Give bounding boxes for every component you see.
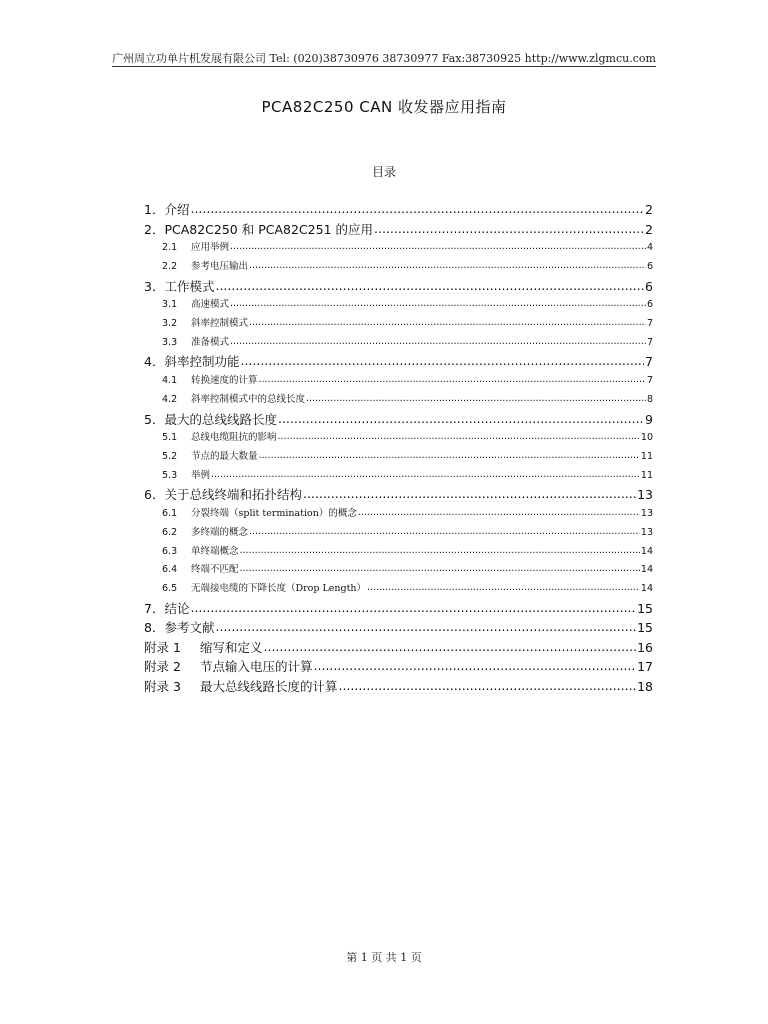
toc-entry-number: 5.3 [162, 469, 178, 481]
toc-entry-label: 工作模式 [164, 278, 215, 294]
toc-leader [367, 582, 640, 593]
toc-entry-label: 单终端概念 [191, 545, 239, 557]
toc-leader [240, 563, 640, 574]
toc-entry-label: 斜率控制模式 [191, 317, 249, 329]
toc-entry-label: 终端不匹配 [191, 564, 239, 576]
toc-entry-number: 6.2 [162, 526, 178, 538]
toc-entry-label: 节点的最大数量 [191, 450, 258, 462]
toc-entry-appendix-1[interactable] [144, 638, 653, 658]
toc-entry-3-1[interactable] [144, 296, 653, 315]
toc-entry-label: 转换速度的计算 [191, 374, 258, 386]
toc-leader [211, 469, 640, 480]
toc-entry-4-2[interactable] [144, 391, 653, 410]
toc-entry-label: 参考电压输出 [191, 260, 249, 272]
toc-entry-number: 5． [144, 411, 165, 427]
toc-entry-page: 7 [646, 336, 653, 348]
toc-leader [314, 658, 637, 673]
toc-entry-number: 1． [144, 202, 165, 217]
toc-entry-number: 6.5 [162, 583, 178, 595]
toc-entry-page: 7 [645, 354, 653, 370]
toc-leader [358, 507, 640, 518]
toc-entry-number: 3.1 [162, 299, 178, 311]
toc-entry-number: 2． [144, 221, 165, 237]
toc-leader [339, 678, 637, 693]
toc-entry-label: 准备模式 [191, 336, 230, 348]
toc-entry-label: 介绍 [164, 202, 190, 217]
page-header: 广州周立功单片机发展有限公司 Tel: (020)38730976 38730977 Fax:38730925 http://www.zlgmcu.com [112, 52, 656, 65]
toc-leader [240, 353, 644, 368]
toc-leader [249, 317, 646, 328]
toc-leader [259, 374, 646, 385]
toc-entry-6-2[interactable] [144, 524, 653, 543]
toc-entry-3[interactable] [144, 277, 653, 297]
toc-entry-5[interactable] [144, 410, 653, 430]
header-rule [112, 66, 656, 67]
toc-entry-appendix-3[interactable] [144, 677, 653, 697]
toc-leader [240, 545, 640, 556]
toc-entry-page: 4 [646, 242, 653, 253]
toc-entry-number: 4.2 [162, 393, 178, 405]
toc-entry-label: 斜率控制模式中的总线长度 [191, 393, 306, 405]
toc-entry-page: 10 [640, 432, 653, 444]
toc-entry-label: 无端接电缆的下降长度（Drop Length） [191, 583, 367, 595]
toc-entry-page: 18 [637, 678, 653, 694]
toc-leader [190, 201, 644, 216]
toc-entry-6-5[interactable] [144, 580, 653, 599]
toc-entry-label: 举例 [191, 469, 211, 481]
toc-entry-label: 缩写和定义 [200, 639, 263, 655]
toc-entry-page: 15 [637, 600, 653, 616]
toc-leader [249, 260, 646, 271]
toc-entry-page: 13 [637, 487, 653, 503]
toc-entry-2-2[interactable] [144, 258, 653, 277]
toc-entry-page: 2 [645, 202, 653, 217]
toc-entry-label: 结论 [164, 600, 190, 616]
toc-entry-label: 斜率控制功能 [164, 354, 240, 370]
toc-entry-5-2[interactable] [144, 448, 653, 467]
toc-leader [230, 241, 646, 252]
toc-entry-5-1[interactable] [144, 429, 653, 448]
toc-entry-page: 14 [640, 583, 653, 595]
toc-entry-number: 3.2 [162, 317, 178, 329]
toc-entry-6-3[interactable] [144, 543, 653, 562]
toc-entry-label: 多终端的概念 [191, 526, 249, 538]
toc-entry-page: 14 [640, 545, 653, 557]
toc-heading: 目录 [371, 165, 396, 179]
toc-entry-7[interactable] [144, 599, 653, 619]
toc-entry-page: 9 [645, 411, 653, 427]
toc-entry-page: 17 [637, 659, 653, 675]
toc-leader [230, 298, 646, 309]
toc-entry-5-3[interactable] [144, 467, 653, 486]
toc-entry-number: 4.1 [162, 374, 178, 386]
toc-entry-number: 5.2 [162, 450, 178, 462]
toc-entry-number: 附录 2 [144, 659, 181, 675]
toc-entry-page: 6 [646, 299, 653, 311]
toc-entry-page: 8 [646, 393, 653, 405]
toc-entry-2-1[interactable] [144, 239, 653, 258]
toc-entry-6-4[interactable] [144, 561, 653, 580]
toc-entry-label: 高速模式 [191, 299, 230, 311]
toc-entry-number: 附录 3 [144, 678, 181, 694]
table-of-contents [144, 200, 653, 696]
toc-entry-label: 节点输入电压的计算 [200, 659, 313, 675]
toc-entry-number: 4． [144, 354, 165, 370]
toc-entry-page: 13 [640, 526, 653, 538]
toc-entry-1[interactable] [144, 200, 653, 220]
toc-entry-number: 2.1 [162, 242, 178, 253]
toc-leader [215, 619, 636, 634]
toc-entry-number: 7． [144, 600, 165, 616]
toc-entry-page: 6 [645, 278, 653, 294]
document-title: PCA82C250 CAN 收发器应用指南 [261, 98, 507, 116]
toc-entry-label: 应用举例 [191, 242, 230, 253]
toc-entry-label: 总线电缆阻抗的影响 [191, 432, 277, 444]
toc-entry-page: 7 [646, 374, 653, 386]
toc-entry-label: 最大的总线线路长度 [164, 411, 277, 427]
toc-entry-4[interactable] [144, 352, 653, 372]
toc-leader [306, 393, 646, 404]
toc-leader [249, 526, 640, 537]
toc-entry-number: 6.3 [162, 545, 178, 557]
toc-leader [230, 336, 646, 347]
page-footer: 第 1 页 共 1 页 [346, 951, 422, 964]
toc-entry-number: 附录 1 [144, 639, 181, 655]
toc-entry-number: 8． [144, 620, 165, 636]
toc-entry-4-1[interactable] [144, 372, 653, 391]
toc-entry-label: 分裂终端（split termination）的概念 [191, 507, 357, 519]
toc-leader [215, 278, 644, 293]
toc-entry-label: PCA82C250 和 PCA82C251 的应用 [164, 221, 373, 237]
toc-entry-number: 5.1 [162, 432, 178, 444]
toc-leader [303, 486, 636, 501]
toc-entry-page: 15 [637, 620, 653, 636]
toc-entry-number: 6． [144, 487, 165, 503]
toc-entry-6-1[interactable] [144, 505, 653, 524]
toc-entry-number: 6.1 [162, 507, 178, 519]
toc-entry-page: 11 [640, 450, 653, 462]
toc-leader [374, 221, 644, 236]
toc-entry-label: 最大总线线路长度的计算 [200, 678, 338, 694]
toc-entry-page: 13 [640, 507, 653, 519]
toc-entry-page: 7 [646, 317, 653, 329]
toc-leader [264, 639, 637, 654]
toc-entry-number: 2.2 [162, 260, 178, 272]
toc-entry-page: 14 [640, 564, 653, 576]
toc-entry-3-2[interactable] [144, 315, 653, 334]
toc-entry-label: 参考文献 [164, 620, 215, 636]
toc-entry-page: 16 [637, 639, 653, 655]
toc-entry-appendix-2[interactable] [144, 657, 653, 677]
toc-entry-number: 3． [144, 278, 165, 294]
toc-entry-number: 6.4 [162, 564, 178, 576]
toc-leader [259, 450, 640, 461]
toc-leader [278, 411, 644, 426]
toc-entry-3-3[interactable] [144, 334, 653, 353]
toc-entry-8[interactable] [144, 618, 653, 638]
toc-entry-page: 6 [646, 260, 653, 272]
toc-entry-2[interactable] [144, 220, 653, 240]
toc-leader [190, 600, 636, 615]
toc-entry-page: 2 [645, 221, 653, 237]
toc-entry-6[interactable] [144, 485, 653, 505]
toc-leader [278, 431, 640, 442]
toc-entry-number: 3.3 [162, 336, 178, 348]
toc-entry-page: 11 [640, 469, 653, 481]
toc-entry-label: 关于总线终端和拓扑结构 [164, 487, 302, 503]
